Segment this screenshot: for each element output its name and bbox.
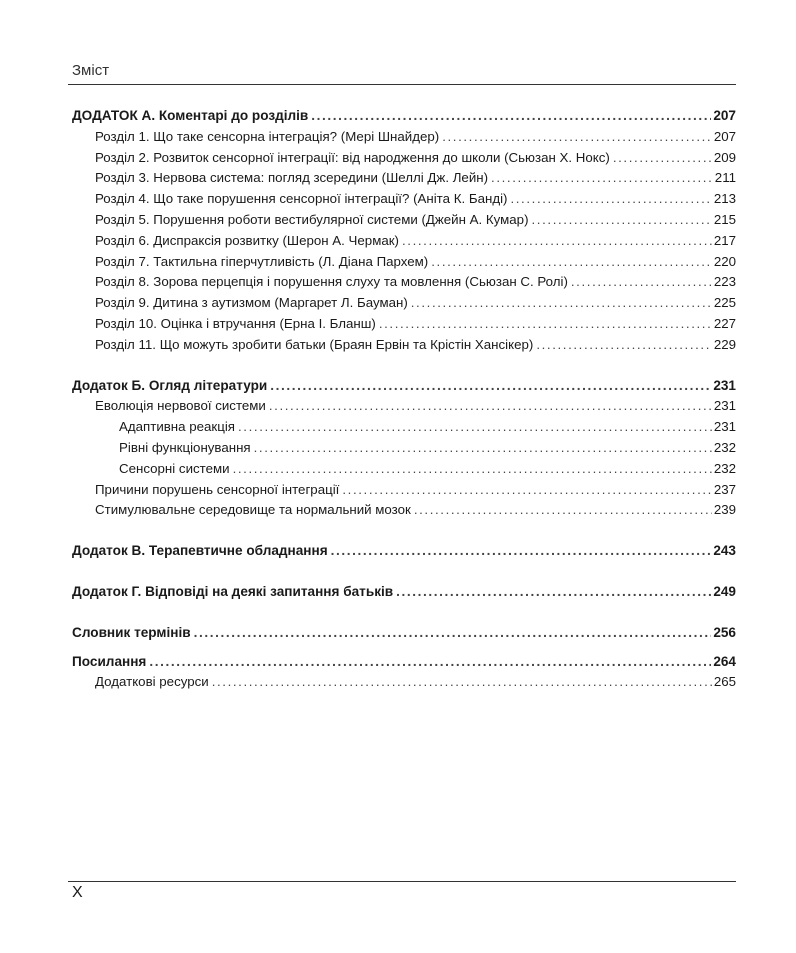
- section-gap: [72, 644, 736, 652]
- table-of-contents: [72, 106, 736, 693]
- toc-entry-page: 231: [713, 377, 736, 393]
- toc-entry[interactable]: [72, 189, 736, 210]
- dot-leader: [491, 168, 713, 189]
- dot-leader: [402, 231, 712, 252]
- toc-entry-title: ДОДАТОК А. Коментарі до розділів: [72, 108, 309, 123]
- section-gap: [72, 603, 736, 623]
- toc-entry[interactable]: [72, 272, 736, 293]
- dot-leader: [510, 189, 711, 210]
- toc-entry[interactable]: [72, 480, 736, 501]
- toc-entry-title: Додаток Г. Відповіді на деякі запитання батьків: [72, 583, 394, 599]
- dot-leader: [532, 210, 712, 231]
- page-number: X: [72, 884, 83, 901]
- dot-leader: [269, 396, 712, 417]
- dot-leader: [613, 148, 712, 169]
- toc-entry[interactable]: [72, 623, 736, 644]
- toc-entry[interactable]: [72, 652, 736, 673]
- header-rule: [68, 84, 736, 85]
- toc-entry-page: 207: [713, 108, 736, 123]
- dot-leader: [311, 106, 711, 127]
- toc-entry-title: Розділ 7. Тактильна гіперчутливість (Л. Діана Пархем): [95, 253, 429, 269]
- toc-entry-page: 243: [713, 543, 736, 559]
- toc-entry-page: 227: [713, 315, 736, 331]
- toc-entry-page: 237: [713, 481, 736, 497]
- dot-leader: [212, 672, 712, 693]
- toc-entry-title: Посилання: [72, 653, 147, 669]
- toc-entry-page: 265: [713, 674, 736, 690]
- toc-entry-title: Додаток Б. Огляд літератури: [72, 377, 268, 393]
- dot-leader: [254, 438, 712, 459]
- toc-entry-page: 223: [713, 274, 736, 290]
- toc-entry[interactable]: [72, 459, 736, 480]
- toc-entry[interactable]: [72, 314, 736, 335]
- toc-entry-page: 217: [713, 232, 736, 248]
- toc-entry-title: Еволюція нервової системи: [95, 398, 266, 414]
- dot-leader: [396, 582, 711, 603]
- toc-entry-page: 225: [713, 295, 736, 311]
- dot-leader: [270, 376, 711, 397]
- toc-entry-title: Стимулювальне середовище та нормальний мозок: [95, 502, 411, 518]
- toc-entry-page: 231: [713, 398, 736, 414]
- toc-entry-page: 213: [713, 191, 736, 207]
- toc-entry-title: Розділ 11. Що можуть зробити батьки (Браян Ервін та Крістін Хансікер): [95, 336, 534, 352]
- toc-entry-page: 231: [713, 419, 736, 435]
- dot-leader: [431, 252, 712, 273]
- toc-entry-page: 220: [713, 253, 736, 269]
- toc-entry[interactable]: [72, 541, 736, 562]
- toc-entry[interactable]: [72, 672, 736, 693]
- toc-entry[interactable]: [72, 438, 736, 459]
- toc-entry-title: Сенсорні системи: [119, 460, 230, 476]
- toc-entry[interactable]: [72, 106, 736, 127]
- toc-entry-title: Розділ 2. Розвиток сенсорної інтеграції: від народження до школи (Сьюзан Х. Нокс): [95, 149, 610, 165]
- toc-entry-title: Розділ 4. Що таке порушення сенсорної інтеграції? (Аніта К. Банді): [95, 191, 508, 207]
- toc-entry[interactable]: [72, 417, 736, 438]
- toc-entry[interactable]: [72, 210, 736, 231]
- toc-entry-page: 264: [713, 653, 736, 669]
- dot-leader: [414, 500, 712, 521]
- section-gap: [72, 356, 736, 376]
- toc-entry-title: Розділ 6. Диспраксія розвитку (Шерон А. Чермак): [95, 232, 399, 248]
- running-header: Зміст: [72, 62, 110, 79]
- toc-entry-page: 239: [713, 502, 736, 518]
- section-gap: [72, 521, 736, 541]
- toc-entry-title: Додаток В. Терапевтичне обладнання: [72, 543, 328, 559]
- footer-rule: [68, 881, 736, 882]
- toc-entry[interactable]: [72, 231, 736, 252]
- toc-entry-page: 249: [713, 583, 736, 599]
- toc-entry-title: Розділ 3. Нервова система: погляд зсередини (Шеллі Дж. Лейн): [95, 170, 489, 186]
- dot-leader: [194, 623, 712, 644]
- toc-entry-page: 215: [713, 211, 736, 227]
- toc-entry-title: Рівні функціонування: [119, 439, 251, 455]
- toc-entry-title: Адаптивна реакція: [119, 419, 236, 435]
- dot-leader: [149, 652, 711, 673]
- toc-entry[interactable]: [72, 168, 736, 189]
- toc-entry-page: 207: [713, 128, 736, 144]
- toc-entry-title: Розділ 9. Дитина з аутизмом (Маргарет Л. Бауман): [95, 295, 408, 311]
- dot-leader: [233, 459, 712, 480]
- toc-entry-page: 209: [713, 149, 736, 165]
- toc-entry-page: 232: [713, 439, 736, 455]
- toc-entry[interactable]: [72, 148, 736, 169]
- toc-entry-title: Словник термінів: [72, 624, 191, 640]
- toc-entry-page: 211: [714, 170, 736, 186]
- dot-leader: [238, 417, 712, 438]
- toc-entry[interactable]: [72, 500, 736, 521]
- toc-entry[interactable]: [72, 335, 736, 356]
- toc-entry-title: Розділ 1. Що таке сенсорна інтеграція? (Мері Шнайдер): [95, 128, 440, 144]
- section-gap: [72, 562, 736, 582]
- dot-leader: [411, 293, 712, 314]
- toc-entry[interactable]: [72, 252, 736, 273]
- toc-entry-title: Причини порушень сенсорної інтеграції: [95, 481, 340, 497]
- toc-entry-page: 232: [713, 460, 736, 476]
- dot-leader: [342, 480, 711, 501]
- toc-entry-title: Розділ 5. Порушення роботи вестибулярної системи (Джейн А. Кумар): [95, 211, 529, 227]
- toc-entry-title: Додаткові ресурси: [95, 674, 209, 690]
- toc-entry-page: 256: [713, 624, 736, 640]
- toc-entry-page: 229: [713, 336, 736, 352]
- dot-leader: [379, 314, 712, 335]
- toc-entry-title: Розділ 10. Оцінка і втручання (Ерна І. Бланш): [95, 315, 376, 331]
- dot-leader: [571, 272, 712, 293]
- toc-entry[interactable]: [72, 376, 736, 397]
- toc-entry[interactable]: [72, 127, 736, 148]
- toc-entry-title: Розділ 8. Зорова перцепція і порушення слуху та мовлення (Сьюзан С. Ролі): [95, 274, 568, 290]
- dot-leader: [442, 127, 712, 148]
- dot-leader: [331, 541, 712, 562]
- toc-entry[interactable]: [72, 582, 736, 603]
- toc-entry[interactable]: [72, 396, 736, 417]
- dot-leader: [536, 335, 712, 356]
- toc-entry[interactable]: [72, 293, 736, 314]
